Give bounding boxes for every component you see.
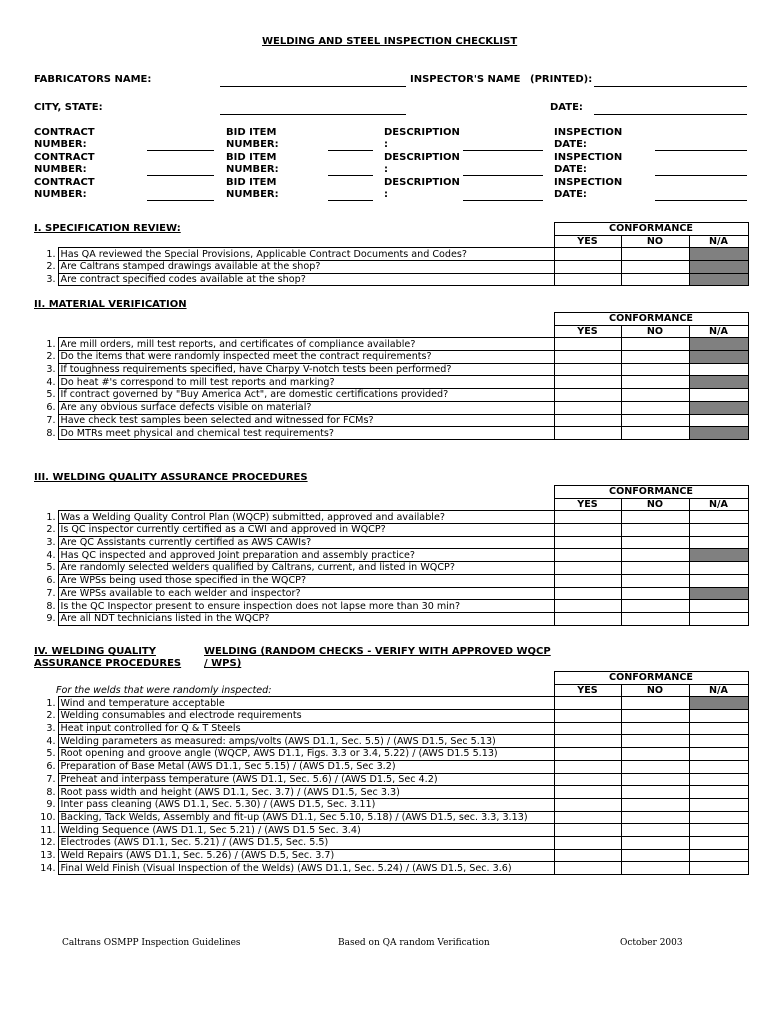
checkbox-yes[interactable] — [554, 536, 621, 549]
checkbox-na[interactable] — [689, 562, 748, 575]
item-number: 7. — [46, 773, 56, 785]
item-question: Are WPSs being used those specified in the WQCP? — [58, 574, 554, 587]
item-question: Have check test samples been selected and witnessed for FCMs? — [58, 414, 554, 427]
item-number: 13. — [40, 849, 56, 861]
checkbox-na[interactable] — [689, 414, 748, 427]
checkbox-yes[interactable] — [554, 748, 621, 761]
conformance-yes-header: YES — [554, 498, 621, 511]
checkbox-na[interactable] — [689, 722, 748, 735]
checkbox-yes[interactable] — [554, 587, 621, 600]
conformance-na-header: N/A — [689, 684, 748, 697]
table-row — [34, 536, 748, 549]
bid-item-label-2: BID ITEM — [226, 152, 277, 163]
checkbox-no[interactable] — [621, 710, 689, 723]
checkbox-yes[interactable] — [554, 511, 621, 524]
footer-center: Based on QA random Verification — [338, 938, 490, 948]
checkbox-no[interactable] — [621, 338, 689, 351]
item-question: Are contract specified codes available at the shop? — [58, 273, 554, 286]
conformance-no-header: NO — [621, 235, 689, 248]
description-label-1: DESCRIPTION — [384, 127, 460, 138]
checkbox-yes[interactable] — [554, 811, 621, 824]
table-row — [34, 562, 748, 575]
item-number: 5. — [46, 562, 56, 574]
item-question: Final Weld Finish (Visual Inspection of the Welds) (AWS D1.1, Sec. 5.24) / (AWS D1.5, Sec. 3.6) — [58, 862, 554, 875]
bid-item-field-2[interactable] — [328, 175, 373, 176]
inspection-date-label-3: INSPECTION — [554, 177, 623, 188]
checkbox-no[interactable] — [621, 562, 689, 575]
table-row — [34, 587, 748, 600]
checkbox-na-shaded — [689, 248, 748, 261]
table-row — [34, 574, 748, 587]
checkbox-yes[interactable] — [554, 798, 621, 811]
contract-label-line2-3: NUMBER: — [34, 189, 87, 200]
item-number: 3. — [46, 364, 56, 376]
checkbox-no[interactable] — [621, 836, 689, 849]
checkbox-no[interactable] — [621, 748, 689, 761]
table-row — [34, 600, 748, 613]
conformance-yes-header: YES — [554, 325, 621, 338]
checkbox-na[interactable] — [689, 600, 748, 613]
bid-item-field-3[interactable] — [328, 200, 373, 201]
item-question: If contract governed by "Buy America Act", are domestic certifications provided? — [58, 389, 554, 402]
checkbox-yes[interactable] — [554, 612, 621, 625]
checkbox-no[interactable] — [621, 600, 689, 613]
table-row — [34, 273, 748, 286]
checkbox-yes[interactable] — [554, 376, 621, 389]
checkbox-na[interactable] — [689, 735, 748, 748]
item-question: Preheat and interpass temperature (AWS D1.1, Sec. 5.6) / (AWS D1.5, Sec 4.2) — [58, 773, 554, 786]
checkbox-yes[interactable] — [554, 773, 621, 786]
checkbox-na-shaded — [689, 697, 748, 710]
checkbox-no[interactable] — [621, 414, 689, 427]
item-question: Do heat #'s correspond to mill test reports and marking? — [58, 376, 554, 389]
checkbox-yes[interactable] — [554, 389, 621, 402]
item-question: Welding Sequence (AWS D1.1, Sec 5.21) / (AWS D1.5 Sec. 3.4) — [58, 824, 554, 837]
item-number: 3. — [46, 723, 56, 735]
checkbox-no[interactable] — [621, 722, 689, 735]
section-4-title-b1: WELDING (RANDOM CHECKS - VERIFY WITH APPROVED WQCP — [204, 646, 551, 657]
checkbox-na[interactable] — [689, 612, 748, 625]
contract-field-2[interactable] — [147, 175, 214, 176]
checkbox-na-shaded — [689, 401, 748, 414]
table-row — [34, 836, 748, 849]
item-question: Are QC Assistants currently certified as AWS CAWIs? — [58, 536, 554, 549]
item-question: Heat input controlled for Q & T Steels — [58, 722, 554, 735]
checkbox-no[interactable] — [621, 697, 689, 710]
checkbox-yes[interactable] — [554, 549, 621, 562]
item-number: 7. — [46, 587, 56, 599]
checkbox-na[interactable] — [689, 836, 748, 849]
date-label: DATE: — [550, 102, 583, 113]
bid-item-label-line2-1: NUMBER: — [226, 139, 279, 150]
checkbox-na[interactable] — [689, 710, 748, 723]
item-number: 4. — [46, 376, 56, 388]
table-row — [34, 389, 748, 402]
inspection-date-label-1: INSPECTION — [554, 127, 623, 138]
checkbox-na[interactable] — [689, 389, 748, 402]
item-number: 9. — [46, 613, 56, 625]
checkbox-yes[interactable] — [554, 248, 621, 261]
table-row — [34, 773, 748, 786]
date-field[interactable] — [594, 114, 747, 115]
item-number: 8. — [46, 600, 56, 612]
checkbox-no[interactable] — [621, 389, 689, 402]
checkbox-no[interactable] — [621, 824, 689, 837]
inspection-date-field-3[interactable] — [655, 200, 747, 201]
checkbox-no[interactable] — [621, 273, 689, 286]
item-question: Wind and temperature acceptable — [58, 697, 554, 710]
inspection-date-label-line2-2: DATE: — [554, 164, 587, 175]
page-title: WELDING AND STEEL INSPECTION CHECKLIST — [262, 36, 518, 47]
checkbox-yes[interactable] — [554, 735, 621, 748]
inspectors-name-label: INSPECTOR'S NAME — [410, 74, 521, 85]
description-label-line2-3: : — [384, 189, 388, 200]
checkbox-yes[interactable] — [554, 427, 621, 440]
item-question: Is the QC Inspector present to ensure inspection does not lapse more than 30 min? — [58, 600, 554, 613]
item-number: 2. — [46, 351, 56, 363]
section-4-title-a2: ASSURANCE PROCEDURES — [34, 658, 182, 669]
section-3-title: III. WELDING QUALITY ASSURANCE PROCEDURES — [34, 472, 308, 483]
checkbox-no[interactable] — [621, 536, 689, 549]
table-row — [34, 338, 748, 351]
checkbox-no[interactable] — [621, 587, 689, 600]
table-row — [34, 511, 748, 524]
item-question: Is QC inspector currently certified as a CWI and approved in WQCP? — [58, 524, 554, 537]
checkbox-na-shaded — [689, 338, 748, 351]
checkbox-na[interactable] — [689, 760, 748, 773]
city-state-field[interactable] — [220, 114, 406, 115]
table-row — [34, 351, 748, 364]
checkbox-no[interactable] — [621, 376, 689, 389]
description-field-2[interactable] — [463, 175, 543, 176]
contract-label-1: CONTRACT — [34, 127, 95, 138]
footer-right: October 2003 — [620, 938, 683, 948]
checkbox-no[interactable] — [621, 248, 689, 261]
inspection-date-field-2[interactable] — [655, 175, 747, 176]
section-1-title: I. SPECIFICATION REVIEW: — [34, 223, 181, 234]
conformance-yes-header: YES — [554, 684, 621, 697]
checkbox-yes[interactable] — [554, 261, 621, 274]
table-row — [34, 710, 748, 723]
item-question: Are WPSs available to each welder and inspector? — [58, 587, 554, 600]
section-3-table — [34, 485, 749, 626]
city-state-label: CITY, STATE: — [34, 102, 103, 113]
item-number: 5. — [46, 389, 56, 401]
checkbox-na[interactable] — [689, 798, 748, 811]
table-row — [34, 748, 748, 761]
checkbox-no[interactable] — [621, 574, 689, 587]
item-number: 8. — [46, 427, 56, 439]
item-question: Are mill orders, mill test reports, and certificates of compliance available? — [58, 338, 554, 351]
checkbox-no[interactable] — [621, 735, 689, 748]
item-question: Are all NDT technicians listed in the WQCP? — [58, 612, 554, 625]
checkbox-no[interactable] — [621, 511, 689, 524]
item-number: 6. — [46, 575, 56, 587]
checkbox-no[interactable] — [621, 363, 689, 376]
checkbox-na[interactable] — [689, 786, 748, 799]
item-number: 3. — [46, 537, 56, 549]
checkbox-yes[interactable] — [554, 574, 621, 587]
checkbox-no[interactable] — [621, 427, 689, 440]
item-question: Weld Repairs (AWS D1.1, Sec. 5.26) / (AWS D.5, Sec. 3.7) — [58, 849, 554, 862]
printed-label: (PRINTED): — [530, 74, 593, 85]
table-row — [34, 401, 748, 414]
section-2-title: II. MATERIAL VERIFICATION — [34, 299, 187, 310]
item-number: 10. — [40, 811, 56, 823]
description-label-line2-2: : — [384, 164, 388, 175]
item-number: 6. — [46, 761, 56, 773]
item-question: Are any obvious surface defects visible on material? — [58, 401, 554, 414]
checkbox-yes[interactable] — [554, 351, 621, 364]
item-question: Do the items that were randomly inspected meet the contract requirements? — [58, 351, 554, 364]
section-intro: For the welds that were randomly inspected: — [56, 684, 272, 696]
contract-label-3: CONTRACT — [34, 177, 95, 188]
description-label-line2-1: : — [384, 139, 388, 150]
contract-field-1[interactable] — [147, 150, 214, 151]
checkbox-na[interactable] — [689, 511, 748, 524]
bid-item-label-line2-2: NUMBER: — [226, 164, 279, 175]
bid-item-label-line2-3: NUMBER: — [226, 189, 279, 200]
item-question: Root pass width and height (AWS D1.1, Sec. 3.7) / (AWS D1.5, Sec 3.3) — [58, 786, 554, 799]
checkbox-na-shaded — [689, 261, 748, 274]
checkbox-no[interactable] — [621, 549, 689, 562]
contract-label-2: CONTRACT — [34, 152, 95, 163]
table-row — [34, 811, 748, 824]
table-row — [34, 376, 748, 389]
bid-item-field-1[interactable] — [328, 150, 373, 151]
fabricators-name-label: FABRICATORS NAME: — [34, 74, 152, 85]
table-row — [34, 798, 748, 811]
table-row — [34, 722, 748, 735]
item-question: Are randomly selected welders qualified by Caltrans, current, and listed in WQCP? — [58, 562, 554, 575]
checkbox-no[interactable] — [621, 786, 689, 799]
table-row — [34, 824, 748, 837]
checkbox-yes[interactable] — [554, 273, 621, 286]
conformance-no-header: NO — [621, 325, 689, 338]
table-row — [34, 549, 748, 562]
checkbox-no[interactable] — [621, 862, 689, 875]
checkbox-na[interactable] — [689, 811, 748, 824]
checkbox-na-shaded — [689, 587, 748, 600]
conformance-na-header: N/A — [689, 498, 748, 511]
description-label-3: DESCRIPTION — [384, 177, 460, 188]
bid-item-label-1: BID ITEM — [226, 127, 277, 138]
section-4-title-a1: IV. WELDING QUALITY — [34, 646, 156, 657]
table-row — [34, 248, 748, 261]
table-row — [34, 414, 748, 427]
section-4-title-b2: / WPS) — [204, 658, 242, 669]
checkbox-na[interactable] — [689, 862, 748, 875]
conformance-header: CONFORMANCE — [554, 223, 748, 236]
checkbox-yes[interactable] — [554, 862, 621, 875]
description-field-3[interactable] — [463, 200, 543, 201]
item-number: 14. — [40, 862, 56, 874]
checkbox-na-shaded — [689, 376, 748, 389]
checkbox-yes[interactable] — [554, 414, 621, 427]
item-question: Backing, Tack Welds, Assembly and fit-up (AWS D1.1, Sec 5.10, 5.18) / (AWS D1.5, sec. 3.3, 3.13) — [58, 811, 554, 824]
table-row — [34, 524, 748, 537]
checkbox-no[interactable] — [621, 524, 689, 537]
fabricators-name-field[interactable] — [220, 86, 406, 87]
checkbox-na[interactable] — [689, 773, 748, 786]
checkbox-yes[interactable] — [554, 562, 621, 575]
checkbox-yes[interactable] — [554, 401, 621, 414]
checkbox-na[interactable] — [689, 536, 748, 549]
description-field-1[interactable] — [463, 150, 543, 151]
item-number: 1. — [46, 338, 56, 350]
checkbox-no[interactable] — [621, 261, 689, 274]
item-number: 12. — [40, 837, 56, 849]
item-number: 1. — [46, 511, 56, 523]
item-number: 1. — [46, 248, 56, 260]
checkbox-no[interactable] — [621, 401, 689, 414]
checkbox-yes[interactable] — [554, 786, 621, 799]
table-row — [34, 849, 748, 862]
checkbox-no[interactable] — [621, 612, 689, 625]
table-row — [34, 862, 748, 875]
item-question: Welding parameters as measured: amps/volts (AWS D1.1, Sec. 5.5) / (AWS D1.5, Sec 5.13) — [58, 735, 554, 748]
item-number: 2. — [46, 710, 56, 722]
checkbox-na[interactable] — [689, 363, 748, 376]
table-row — [34, 697, 748, 710]
checkbox-yes[interactable] — [554, 836, 621, 849]
table-row — [34, 261, 748, 274]
section-2-table — [34, 312, 749, 440]
checkbox-na-shaded — [689, 273, 748, 286]
item-question: Inter pass cleaning (AWS D1.1, Sec. 5.30) / (AWS D1.5, Sec. 3.11) — [58, 798, 554, 811]
checkbox-yes[interactable] — [554, 710, 621, 723]
conformance-header: CONFORMANCE — [554, 486, 748, 499]
table-row — [34, 735, 748, 748]
inspection-date-label-line2-1: DATE: — [554, 139, 587, 150]
conformance-no-header: NO — [621, 684, 689, 697]
checkbox-no[interactable] — [621, 849, 689, 862]
checkbox-na[interactable] — [689, 574, 748, 587]
checkbox-na-shaded — [689, 351, 748, 364]
item-number: 5. — [46, 748, 56, 760]
item-question: If toughness requirements specified, have Charpy V-notch tests been performed? — [58, 363, 554, 376]
table-row — [34, 760, 748, 773]
item-question: Has QC inspected and approved Joint preparation and assembly practice? — [58, 549, 554, 562]
item-number: 4. — [46, 735, 56, 747]
checkbox-na[interactable] — [689, 849, 748, 862]
contract-label-line2-2: NUMBER: — [34, 164, 87, 175]
checkbox-na[interactable] — [689, 824, 748, 837]
checkbox-yes[interactable] — [554, 697, 621, 710]
checkbox-no[interactable] — [621, 773, 689, 786]
item-number: 4. — [46, 549, 56, 561]
conformance-no-header: NO — [621, 498, 689, 511]
table-row — [34, 786, 748, 799]
item-number: 1. — [46, 697, 56, 709]
conformance-na-header: N/A — [689, 235, 748, 248]
item-number: 7. — [46, 414, 56, 426]
item-number: 6. — [46, 402, 56, 414]
checkbox-yes[interactable] — [554, 524, 621, 537]
checkbox-na[interactable] — [689, 748, 748, 761]
checkbox-no[interactable] — [621, 811, 689, 824]
item-question: Root opening and groove angle (WQCP, AWS D1.1, Figs. 3.3 or 3.4, 5.22) / (AWS D1.5 5.13) — [58, 748, 554, 761]
item-question: Preparation of Base Metal (AWS D1.1, Sec 5.15) / (AWS D1.5, Sec 3.2) — [58, 760, 554, 773]
conformance-yes-header: YES — [554, 235, 621, 248]
conformance-na-header: N/A — [689, 325, 748, 338]
contract-label-line2-1: NUMBER: — [34, 139, 87, 150]
checkbox-yes[interactable] — [554, 600, 621, 613]
item-number: 2. — [46, 261, 56, 273]
conformance-header: CONFORMANCE — [554, 672, 748, 685]
section-1-table — [34, 222, 749, 286]
description-label-2: DESCRIPTION — [384, 152, 460, 163]
item-question: Are Caltrans stamped drawings available at the shop? — [58, 261, 554, 274]
table-row — [34, 363, 748, 376]
checkbox-na-shaded — [689, 427, 748, 440]
checkbox-yes[interactable] — [554, 363, 621, 376]
checkbox-yes[interactable] — [554, 338, 621, 351]
item-question: Electrodes (AWS D1.1, Sec. 5.21) / (AWS D1.5, Sec. 5.5) — [58, 836, 554, 849]
item-number: 3. — [46, 274, 56, 286]
checkbox-no[interactable] — [621, 351, 689, 364]
checkbox-no[interactable] — [621, 798, 689, 811]
checkbox-yes[interactable] — [554, 849, 621, 862]
bid-item-label-3: BID ITEM — [226, 177, 277, 188]
item-question: Do MTRs meet physical and chemical test requirements? — [58, 427, 554, 440]
inspection-date-field-1[interactable] — [655, 150, 747, 151]
checkbox-yes[interactable] — [554, 824, 621, 837]
contract-field-3[interactable] — [147, 200, 214, 201]
checkbox-yes[interactable] — [554, 760, 621, 773]
section-4-table — [34, 671, 749, 875]
item-number: 11. — [40, 824, 56, 836]
conformance-header: CONFORMANCE — [554, 313, 748, 326]
checkbox-yes[interactable] — [554, 722, 621, 735]
inspection-date-label-2: INSPECTION — [554, 152, 623, 163]
item-number: 8. — [46, 786, 56, 798]
checkbox-no[interactable] — [621, 760, 689, 773]
item-question: Has QA reviewed the Special Provisions, Applicable Contract Documents and Codes? — [58, 248, 554, 261]
item-question: Was a Welding Quality Control Plan (WQCP) submitted, approved and available? — [58, 511, 554, 524]
inspection-date-label-line2-3: DATE: — [554, 189, 587, 200]
inspectors-name-field[interactable] — [594, 86, 747, 87]
table-row — [34, 427, 748, 440]
item-number: 2. — [46, 524, 56, 536]
footer-left: Caltrans OSMPP Inspection Guidelines — [62, 938, 241, 948]
item-question: Welding consumables and electrode requirements — [58, 710, 554, 723]
table-row — [34, 612, 748, 625]
item-number: 9. — [46, 799, 56, 811]
checkbox-na[interactable] — [689, 524, 748, 537]
checkbox-na-shaded — [689, 549, 748, 562]
